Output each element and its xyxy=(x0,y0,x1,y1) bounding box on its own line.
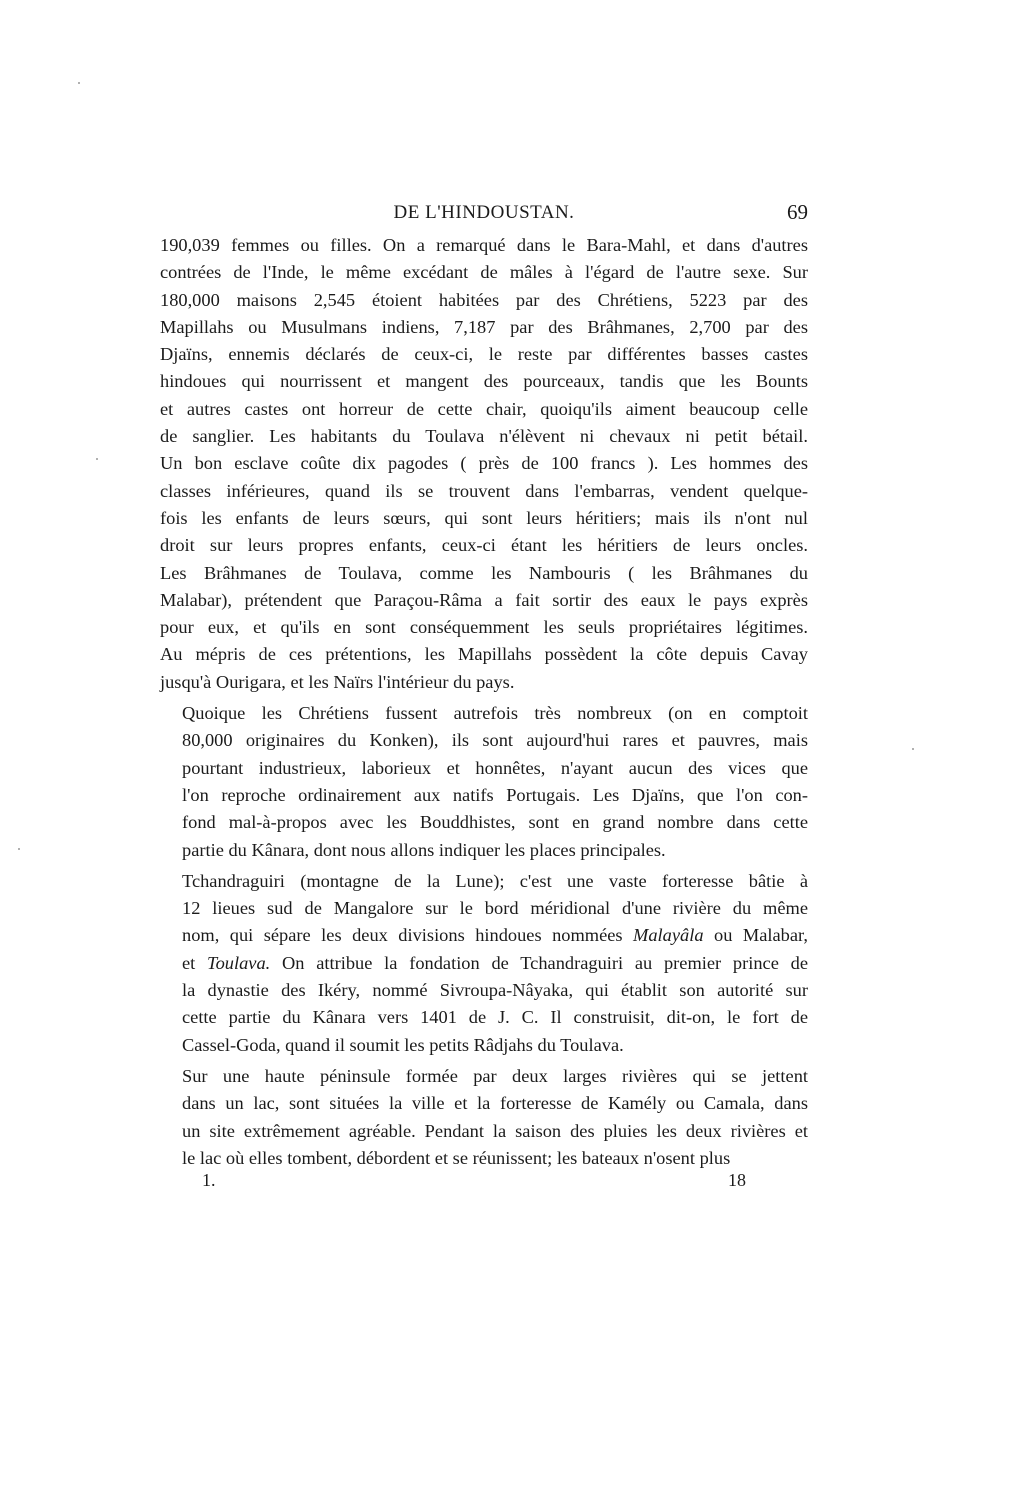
text-segment: Tchandraguiri (montagne de la Lune); c'est une vaste forteresse bâtie à xyxy=(182,870,808,891)
page-title: DE L'HINDOUSTAN. xyxy=(393,202,575,223)
gathering-number: 18 xyxy=(728,1170,746,1190)
text-line: 190,039 femmes ou filles. On a remarqué dans le Bara-Mahl, et dans d'autres xyxy=(160,235,808,255)
text-line: jusqu'à Ourigara, et les Naïrs l'intérieur du pays. xyxy=(160,671,515,692)
text-line: Au mépris de ces prétentions, les Mapillahs possèdent la côte depuis Cavay xyxy=(160,644,808,665)
text-line: Malabar), prétendent que Paraçou-Râma a fait sortir des eaux le pays exprès xyxy=(160,589,808,610)
text-line xyxy=(160,895,808,922)
text-line: Djaïns, ennemis déclarés de ceux-ci, le reste par différentes basses castes xyxy=(160,344,808,365)
text-segment: cette partie du Kânara vers 1401 de J. C. Il construisit, dit-on, le fort de xyxy=(182,1007,808,1028)
page-footer xyxy=(160,1170,808,1196)
text-segment: On attribue la fondation de Tchandraguiri au premier prince de xyxy=(270,952,809,973)
text-line xyxy=(160,950,808,977)
italic-term: Malayâla xyxy=(633,925,704,946)
text-line: dans un lac, sont situées la ville et la forteresse de Kamély ou Camala, dans xyxy=(182,1093,808,1114)
text-segment: la dynastie des Ikéry, nommé Sivroupa-Nâyaka, qui établit son autorité sur xyxy=(182,980,808,1001)
running-head xyxy=(160,200,808,228)
text-line: le lac où elles tombent, débordent et se réunissent; les bateaux n'osent plus xyxy=(182,1147,731,1168)
text-segment: 12 lieues sud de Mangalore sur le bord méridional d'une rivière du même xyxy=(182,898,808,919)
text-line xyxy=(160,977,808,1004)
text-segment: nom, qui sépare les deux divisions hindoues nommées xyxy=(182,925,634,946)
paper-speck xyxy=(18,848,20,850)
paragraph xyxy=(160,868,808,1059)
text-line: de sanglier. Les habitants du Toulava n'élèvent ni chevaux ni petit bétail. xyxy=(160,426,808,447)
text-segment: Cassel-Goda, quand il soumit les petits Râdjahs du Toulava. xyxy=(182,1034,624,1055)
text-line: 80,000 originaires du Konken), ils sont aujourd'hui rares et pauvres, mais xyxy=(182,730,808,751)
paper-speck xyxy=(912,748,914,750)
text-line: un site extrêmement agréable. Pendant la saison des pluies les deux rivières et xyxy=(182,1120,808,1141)
text-line xyxy=(160,1004,808,1031)
paragraph xyxy=(160,232,808,696)
text-line: l'on reproche ordinairement aux natifs Portugais. Les Djaïns, que l'on con- xyxy=(182,784,808,805)
text-line: pour eux, et qu'ils en sont conséquemment les seuls propriétaires légitimes. xyxy=(160,617,808,638)
signature-mark: 1. xyxy=(202,1170,216,1190)
paragraph xyxy=(160,700,808,864)
text-line: Sur une haute péninsule formée par deux larges rivières qui se jettent xyxy=(182,1065,808,1086)
text-line: Les Brâhmanes de Toulava, comme les Nambouris ( les Brâhmanes du xyxy=(160,562,808,583)
text-line: Mapillahs ou Musulmans indiens, 7,187 par des Brâhmanes, 2,700 par des xyxy=(160,316,808,337)
text-line: Quoique les Chrétiens fussent autrefois très nombreux (on en comptoit xyxy=(182,703,808,724)
text-line: et autres castes ont horreur de cette chair, quoiqu'ils aiment beaucoup celle xyxy=(160,398,808,419)
italic-term: Toulava. xyxy=(207,952,271,973)
page-number: 69 xyxy=(787,200,808,224)
text-line: contrées de l'Inde, le même excédant de mâles à l'égard de l'autre sexe. Sur xyxy=(160,262,808,283)
paragraph xyxy=(160,1063,808,1172)
text-line: classes inférieures, quand ils se trouvent dans l'embarras, vendent quelque- xyxy=(160,480,808,501)
text-line xyxy=(160,1032,808,1059)
body-text xyxy=(160,232,808,1172)
text-segment: et xyxy=(182,952,208,973)
text-segment: ou Malabar, xyxy=(703,925,809,946)
paper-speck xyxy=(78,82,80,84)
text-line: fois les enfants de leurs sœurs, qui sont leurs héritiers; mais ils n'ont nul xyxy=(160,507,808,528)
text-line: partie du Kânara, dont nous allons indiquer les places principales. xyxy=(182,839,666,860)
text-line: Un bon esclave coûte dix pagodes ( près de 100 francs ). Les hommes des xyxy=(160,453,808,474)
text-line xyxy=(160,868,808,895)
text-line: fond mal-à-propos avec les Bouddhistes, sont en grand nombre dans cette xyxy=(182,812,808,833)
text-line: 180,000 maisons 2,545 étoient habitées par des Chrétiens, 5223 par des xyxy=(160,289,808,310)
text-line: pourtant industrieux, laborieux et honnêtes, n'ayant aucun des vices que xyxy=(182,757,808,778)
text-line: droit sur leurs propres enfants, ceux-ci étant les héritiers de leurs oncles. xyxy=(160,535,808,556)
text-line: hindoues qui nourrissent et mangent des pourceaux, tandis que les Bounts xyxy=(160,371,808,392)
text-line xyxy=(160,922,808,949)
paper-speck xyxy=(96,458,98,460)
